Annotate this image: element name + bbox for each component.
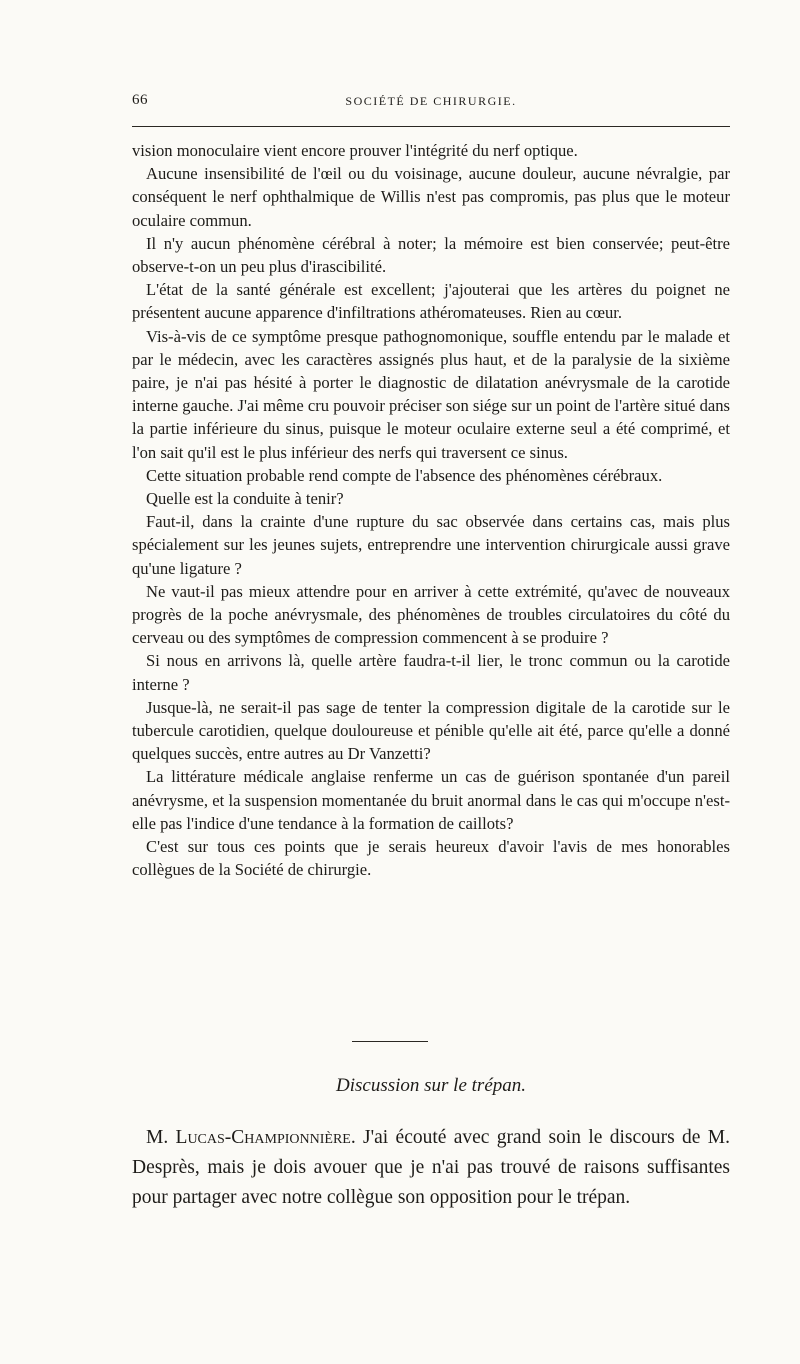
paragraph: Ne vaut-il pas mieux attendre pour en arriver à cette extrémité, qu'avec de nouveaux progrès de la poche anévrysmale, des phénomènes de troubles circulatoires du côté du cerveau ou des symptômes de compression commencent à se produire ? bbox=[132, 581, 730, 648]
paragraph: Faut-il, dans la crainte d'une rupture du sac observée dans certains cas, mais plus spécialement sur les jeunes sujets, entreprendre une intervention chirurgicale aussi grave qu'une ligature ? bbox=[132, 512, 730, 578]
discussion-text bbox=[132, 1123, 730, 1213]
paragraph: Cette situation probable rend compte de l'absence des phénomènes cérébraux. bbox=[146, 465, 663, 485]
paragraph: Vis-à-vis de ce symptôme presque pathognomonique, souffle entendu par le malade et par le médecin, avec les caractères assignés plus haut, et de la paralysie de la sixième paire, je n'ai pas hésité à porter le diagnostic de dilatation anévrysmale de la carotide interne gauche. J'ai même cru pouvoir préciser son siége sur un point de l'artère situé dans la partie inférieure du sinus, puisque le moteur oculaire externe seul a été comprimé, et l'on sait qu'il est le plus inférieur des nerfs qui traversent ce sinus. bbox=[132, 326, 730, 462]
body-text bbox=[132, 139, 730, 882]
paragraph: Quelle est la conduite à tenir? bbox=[146, 489, 344, 509]
section-heading: Discussion sur le trépan. bbox=[336, 1075, 526, 1096]
running-title: SOCIÉTÉ DE CHIRURGIE. bbox=[345, 94, 517, 108]
paragraph: Il n'y aucun phénomène cérébral à noter; la mémoire est bien conservée; peut-être observe-t-on un peu plus d'irascibilité. bbox=[132, 233, 730, 277]
page-number: 66 bbox=[132, 92, 148, 108]
speaker-text: J'ai écouté avec grand soin le discours de M. Desprès, mais je dois avouer que je n'ai pas trouvé de raisons suffisantes pour partager avec notre collègue son opposition pour le trépan. bbox=[132, 1127, 730, 1208]
discussion-paragraph bbox=[132, 1123, 730, 1213]
section-separator bbox=[352, 1041, 428, 1042]
paragraph: Aucune insensibilité de l'œil ou du voisinage, aucune douleur, aucune névralgie, par conséquent le nerf ophthalmique de Willis n'est pas compromis, pas plus que le moteur oculaire commun. bbox=[132, 164, 730, 230]
paragraph: Si nous en arrivons là, quelle artère faudra-t-il lier, le tronc commun ou la carotide interne ? bbox=[132, 651, 730, 694]
running-head bbox=[132, 92, 730, 114]
paragraph: La littérature médicale anglaise renferme un cas de guérison spontanée d'un pareil anévrysme, et la suspension momentanée du bruit anormal dans le cas qui m'occupe n'est-elle pas l'indice d'une tendance à la formation de caillots? bbox=[132, 767, 730, 833]
speaker-name: M. Lucas-Championnière. bbox=[146, 1127, 356, 1148]
paragraph: Jusque-là, ne serait-il pas sage de tenter la compression digitale de la carotide sur le tubercule carotidien, quelque douloureuse et pénible qu'elle ait été, parce qu'elle a donné quelques succès, entre autres au Dr Vanzetti? bbox=[132, 697, 730, 764]
paragraph: L'état de la santé générale est excellent; j'ajouterai que les artères du poignet ne présentent aucune apparence d'infiltrations athéromateuses. Rien au cœur. bbox=[132, 280, 730, 323]
header-rule bbox=[132, 126, 730, 127]
paragraph: C'est sur tous ces points que je serais heureux d'avoir l'avis de mes honorables collègues de la Société de chirurgie. bbox=[132, 837, 730, 880]
paragraph: vision monoculaire vient encore prouver l'intégrité du nerf optique. bbox=[132, 141, 578, 160]
